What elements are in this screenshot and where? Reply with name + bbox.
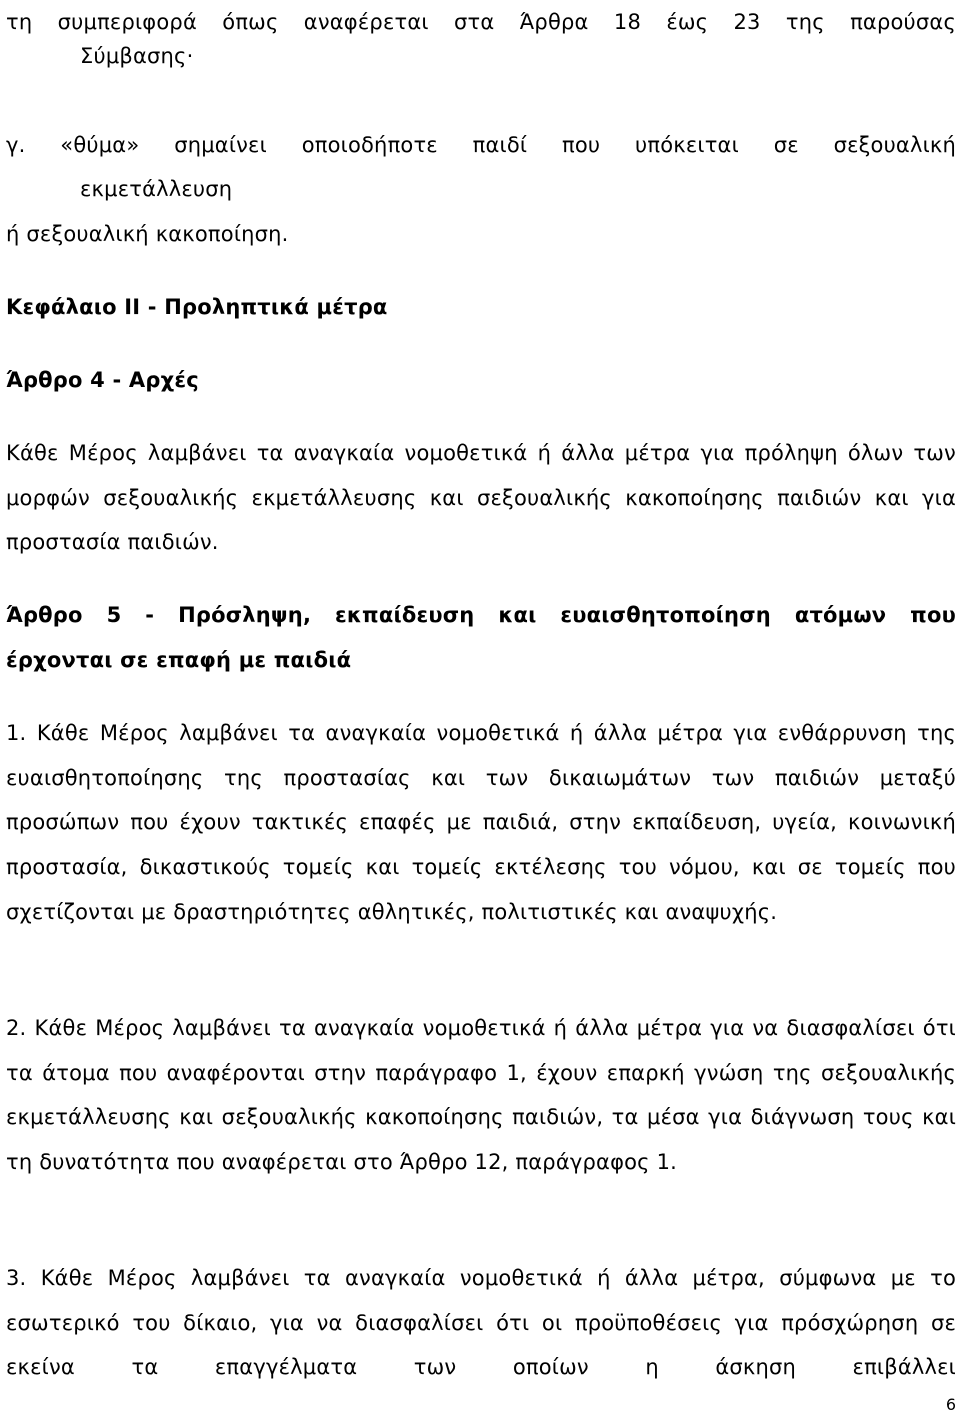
definition-gamma-line-3: ή σεξουαλική κακοποίηση. [6, 222, 289, 246]
article-4-heading: Άρθρο 4 - Αρχές [6, 368, 199, 392]
article-5-paragraph-3: 3. Κάθε Μέρος λαμβάνει τα αναγκαία νομοθετικά ή άλλα μέτρα, σύμφωνα με το εσωτερικό του δίκαιο, για να διασφαλίσει ότι οι προϋποθέσεις για πρόσχώρηση σε εκείνα τα επαγγέλματα των οποίων η άσκηση επιβάλλει [6, 1266, 956, 1380]
intro-line-2: Σύμβασης· [80, 44, 194, 68]
article-5-paragraph-2: 2. Κάθε Μέρος λαμβάνει τα αναγκαία νομοθετικά ή άλλα μέτρα για να διασφαλίσει ότι τα άτομα που αναφέρονται στην παράγραφο 1, έχουν επαρκή γνώση της σεξουαλικής εκμετάλλευσης και σεξουαλικής κακοποίησης παιδιών, τα μέσα για διάγνωση τους και τη δυνατότητα που αναφέρεται στο Άρθρο 12, παράγραφος 1. [6, 1016, 956, 1175]
article-5-heading-line-1: Άρθρο 5 - Πρόσληψη, εκπαίδευση και ευαισθητοποίηση ατόμων που [6, 603, 956, 627]
article-5-paragraph-1: 1. Κάθε Μέρος λαμβάνει τα αναγκαία νομοθετικά ή άλλα μέτρα για ενθάρρυνση της ευαισθητοποίησης της προστασίας και των δικαιωμάτων των παιδιών μεταξύ προσώπων που έχουν τακτικές επαφές με παιδιά, στην εκπαίδευση, υγεία, κοινωνική προστασία, δικαστικούς τομείς και τομείς εκτέλεσης του νόμου, και σε τομείς που σχετίζονται με δραστηριότητες αθλητικές, πολιτιστικές και αναψυχής. [6, 721, 956, 924]
intro-line-1: τη συμπεριφορά όπως αναφέρεται στα Άρθρα 18 έως 23 της παρούσας [6, 10, 956, 34]
definition-gamma-line-1: γ. «θύμα» σημαίνει οποιοδήποτε παιδί που υπόκειται σε σεξουαλική [6, 133, 956, 157]
article-5-heading-line-2: έρχονται σε επαφή με παιδιά [6, 648, 352, 672]
page-number: 6 [945, 1395, 956, 1414]
article-4-text: Κάθε Μέρος λαμβάνει τα αναγκαία νομοθετικά ή άλλα μέτρα για πρόληψη όλων των μορφών σεξουαλικής εκμετάλλευσης και σεξουαλικής κακοποίησης παιδιών και για προστασία παιδιών. [6, 441, 956, 555]
chapter-heading: Κεφάλαιο ΙΙ - Προληπτικά μέτρα [6, 295, 388, 319]
definition-gamma-line-2: εκμετάλλευση [80, 177, 233, 201]
